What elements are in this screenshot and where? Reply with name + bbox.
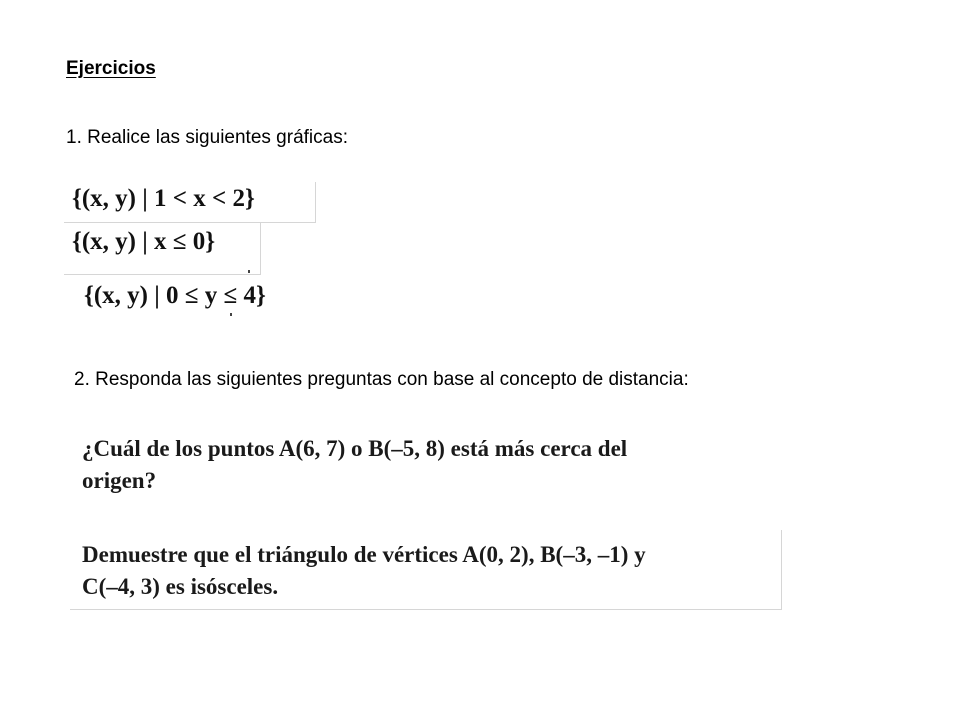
set-expression-1: {(x, y) | 1 < x < 2} bbox=[64, 182, 316, 223]
set-expression-3: {(x, y) | 0 ≤ y ≤ 4} bbox=[78, 282, 318, 322]
question-b bbox=[70, 530, 782, 610]
question-b-line-2: C(–4, 3) es isósceles. bbox=[82, 574, 279, 599]
scan-mark bbox=[230, 313, 232, 316]
exercise-2-heading: 2. Responda las siguientes preguntas con base al concepto de distancia: bbox=[74, 369, 689, 390]
set-expression-2: {(x, y) | x ≤ 0} bbox=[64, 223, 261, 275]
scan-mark bbox=[248, 270, 250, 273]
exercise-1-heading: 1. Realice las siguientes gráficas: bbox=[66, 127, 348, 148]
question-a-line-1: ¿Cuál de los puntos A(6, 7) o B(–5, 8) está más cerca del bbox=[82, 436, 628, 461]
page-title: Ejercicios bbox=[66, 58, 156, 79]
question-a-line-2: origen? bbox=[82, 468, 157, 493]
question-a bbox=[72, 420, 772, 500]
question-b-line-1: Demuestre que el triángulo de vértices A(0, 2), B(–3, –1) y bbox=[82, 542, 646, 567]
